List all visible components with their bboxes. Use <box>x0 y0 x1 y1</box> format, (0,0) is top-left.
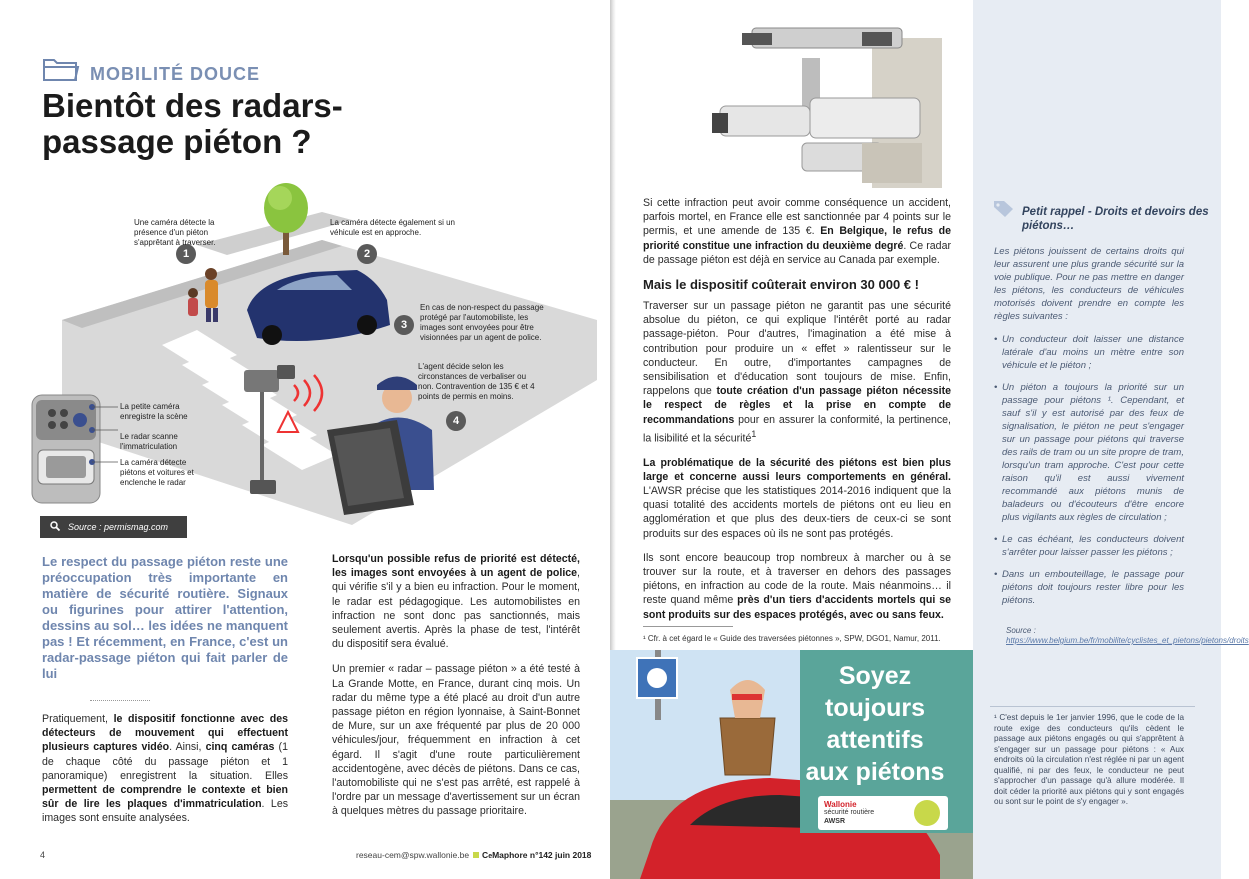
footer-dot-icon <box>473 852 479 858</box>
source-link[interactable]: https://www.belgium.be/fr/mobilite/cyclistes_et_pietons/pietons/droits <box>1006 636 1249 645</box>
list-item: • Un piéton a toujours la priorité sur un passage pour piétons ¹. Cependant, et sauf s'il y est autorisé par des feux de signalisation, le piéton ne peut s'engager sur un passage pour piétons qui traverse des rails de tram ou un site propre de tram, lorsqu'un tram approche. C'est pour cette raison qu'il est aussi vivement recommandé aux piétons munis de baladeurs ou d'écouteurs d'être encore plus vigilants aux règles de circulation ; <box>994 381 1184 524</box>
magazine-name: C <box>482 850 489 860</box>
text-run-bold: près d'un tiers d'accidents mortels qui se sont produits sur des espaces protégés, avec ou sans feux. <box>643 594 951 621</box>
sidebar-separator <box>990 706 1195 707</box>
step-annotation: Une caméra détecte la présence d'un piéton s'apprêtant à traverser. <box>134 218 216 247</box>
sidebar-footnote: ¹ C'est depuis le 1er janvier 1996, que le code de la route exige des conducteurs qu'ils cèdent le passage aux piétons engagés ou qui s'apprêtent à s'engager sur un passage pour piétons : « Aux endroits où la circulation n'est réglée ni par un agent qualifié, ni par des feux, le conducteur ne peut s'approcher d'un passage qu'à allure modérée. Il doit céder la priorité aux piétons qui y sont engagés ou sont sur le point de s'y engager ». <box>994 713 1184 806</box>
paragraph: Un premier « radar – passage piéton » a été testé à La Grande Motte, en France, durant cinq mois. Un radar du même type a été placé au droit d'un autre passage piéton en région lyonnaise, à Saint-Bonnet de Mure, sur un axe fréquenté par plus de 20 000 véhicules/jour, fréquemment en infraction à cet égard. Il s'agit d'une route particulièrement accidentogène, avec décès de piétons. Dans ce cas, l'automobiliste qui ne s'est pas arrêté, est rappelé à l'ordre par un message d'avertissement sur un écran à quelques mètres du passage prioritaire. <box>332 663 580 818</box>
mascot-icon <box>914 800 940 826</box>
image-source-bar <box>40 516 187 538</box>
text-run: (1 de chaque côté du passage piéton et 1 panoramique) enregistrent la situation. Elles <box>42 741 288 782</box>
text-run: Pratiquement, <box>42 713 114 725</box>
step-number: 2 <box>357 244 377 264</box>
step-annotation: La caméra détecte également si un véhicule est en approche. <box>330 218 455 237</box>
left-page <box>0 0 610 879</box>
paragraph <box>643 456 951 541</box>
text-run-bold: permettent de comprendre le contexte et bien sûr de lire les plaques d'immatriculation <box>42 784 288 811</box>
paragraph <box>643 196 951 267</box>
magazine-name: Maphore <box>492 850 528 860</box>
ad-logo-box <box>818 796 948 830</box>
text-run: Si cette infraction peut avoir comme conséquence un accident, parfois mortel, en France elle est sanctionnée par 4 points sur le permis, et une amende de 135 €. <box>643 197 951 238</box>
paragraph <box>643 299 951 446</box>
folder-icon <box>42 56 80 82</box>
issue-info: n°142 juin 2018 <box>527 850 592 860</box>
title-bold-part: passage piéton <box>42 123 283 160</box>
text-run: , qui vérifie s'il y a bien eu infraction. Pour le moment, le radar est pédagogique. Les automobilistes en infraction ne sont donc pas sanctionnés, mais seulement avertis. Après la phase de test, l'intérêt du dispositif sera évalué. <box>332 567 580 651</box>
text-run: Ils sont encore beaucoup trop nombreux à marcher ou à se trouver sur la route, et à traverser en dehors des passages piétons, en infraction au code de la route. Mais néanmoins… il reste quand même <box>643 551 951 607</box>
step-annotation: L'agent décide selon les circonstances de verbaliser ou non. Contravention de 135 € et 4 points de permis en moins. <box>418 362 535 401</box>
paragraph <box>332 552 580 651</box>
sidebar-body <box>994 245 1184 616</box>
footer-email: reseau-cem@spw.wallonie.be <box>356 850 470 860</box>
sidebar-rules-list <box>994 333 1184 607</box>
sidebar-source <box>1006 626 1249 646</box>
ad-logo-text: AWSR <box>824 818 845 825</box>
ad-logo-text: sécurité routière <box>824 809 875 816</box>
article-title <box>42 88 343 160</box>
radar-infographic <box>22 180 597 540</box>
image-source-text: Source : permismag.com <box>68 522 169 532</box>
right-column-text <box>643 196 951 632</box>
list-item: • Un conducteur doit laisser une distance latérale d'au moins un mètre entre son véhicule et le piéton ; <box>994 333 1184 372</box>
step-number: 4 <box>446 411 466 431</box>
text-run: . Ce radar de passage piéton est déjà en service au Canada par exemple. <box>643 239 951 266</box>
text-run-bold: En Belgique, le refus de priorité constitue une infraction du deuxième degré <box>643 225 951 252</box>
text-run-bold: Lorsqu'un possible refus de priorité est détecté, les images sont envoyées à un agent de police <box>332 553 580 580</box>
sidebar-title: Petit rappel - Droits et devoirs des piétons… <box>1022 206 1209 232</box>
step-number: 3 <box>394 315 414 335</box>
title-bold-part: radars- <box>230 87 343 124</box>
intro-separator <box>90 700 150 701</box>
title-part: Bientôt des <box>42 87 231 124</box>
ad-slogan-line: Soyez <box>838 662 912 690</box>
text-run-bold: cinq caméras <box>205 741 275 754</box>
text-run-bold: La problématique de la sécurité des piétons est bien plus large et concerne aussi leurs comportements en général. <box>643 456 951 483</box>
speed-camera-photo <box>712 18 942 188</box>
section-kicker: MOBILITÉ DOUCE <box>90 64 260 84</box>
list-item: • Le cas échéant, les conducteurs doivent s'arrêter pour laisser passer les piétons ; <box>994 533 1184 559</box>
text-run: . Ainsi, <box>169 741 206 754</box>
device-label: La caméra détecte piétons et voitures et enclenche le radar <box>120 458 194 487</box>
tag-icon <box>992 198 1016 218</box>
text-run: . Les images sont ensuite analysées. <box>42 798 289 825</box>
title-part: ? <box>282 123 312 160</box>
footer-publication <box>356 850 591 860</box>
device-label: La petite caméra enregistre la scène <box>120 402 188 421</box>
sidebar-intro: Les piétons jouissent de certains droits qui leur assurent une plus grande sécurité sur la voie publique. Pour ne pas mettre en danger les piétons, les conducteurs de véhicules motorisés doivent prendre en compte les règles suivantes : <box>994 246 1184 322</box>
device-label: Le radar scanne l'immatriculation <box>120 432 178 451</box>
footnote-rule <box>643 626 733 627</box>
list-item: • Dans un embouteillage, le passage pour piétons doit toujours rester libre pour les piétons. <box>994 568 1184 607</box>
text-run: pour en assurer la conformité, la pertinence, la lisibilité et la sécurité <box>643 413 951 445</box>
ad-slogan-line: toujours <box>825 694 925 722</box>
page-number-left: 4 <box>40 850 46 860</box>
footnote: ¹ Cfr. à cet égard le « Guide des traversées piétonnes », SPW, DGO1, Namur, 2011. <box>643 634 941 643</box>
step-annotation: En cas de non-respect du passage protégé par l'automobiliste, les images sont envoyées pour être visionnées par un agent de police. <box>420 303 544 342</box>
text-run-bold: toute création d'un passage piéton nécessite le respect de règles et la prise en compte de recommandations <box>643 385 951 426</box>
text-run: L'AWSR précise que les statistiques 2014-2016 indiquent que la quasi totalité des accidents mortels de piétons ont eu lieu en agglomération et que plus des deux-tiers de ceux-ci se sont produits sur des espaces où ils ne sont pas protégés. <box>643 484 951 540</box>
ad-slogan-line: aux piétons <box>805 758 945 786</box>
text-run: Traverser sur un passage piéton ne garantit pas une sécurité absolue du piéton, ce qui explique l'intérêt porté au radar passage-piéton. Pour d'autres, l'imagination a été mise à contribution pour produire un « effet » ralentisseur sur le conducteur. En outre, d'importantes campagnes de sensibilisation et d'éducation sont toujours de mise. Enfin, rappelons que <box>643 300 951 398</box>
article-intro: Le respect du passage piéton reste une préoccupation très importante en matière de sécurité routière. Signaux ou figurines pour attirer l'attention, dessins au sol… les idées ne manquent pas ! Et récemment, en France, c'est un radar-passage piéton qui fait parler de lui <box>42 554 288 681</box>
ad-slogan-line: attentifs <box>826 726 924 754</box>
text-run-bold: le dispositif fonctionne avec des détecteurs de mouvement qui effectuent plusieurs captures vidéo <box>42 713 288 754</box>
section-heading: Mais le dispositif coûterait environ 30 000 € ! <box>643 277 919 293</box>
paragraph <box>643 551 951 622</box>
step-number: 1 <box>176 244 196 264</box>
ad-logo-text: Wallonie <box>824 800 857 809</box>
magnifier-icon <box>50 521 60 531</box>
source-label: Source : <box>1006 626 1036 635</box>
left-column-text <box>42 712 288 826</box>
magazine-name: e <box>488 853 493 860</box>
middle-column-text <box>332 552 580 830</box>
footnote-ref: 1 <box>751 428 757 439</box>
ad-slogan <box>800 660 950 788</box>
